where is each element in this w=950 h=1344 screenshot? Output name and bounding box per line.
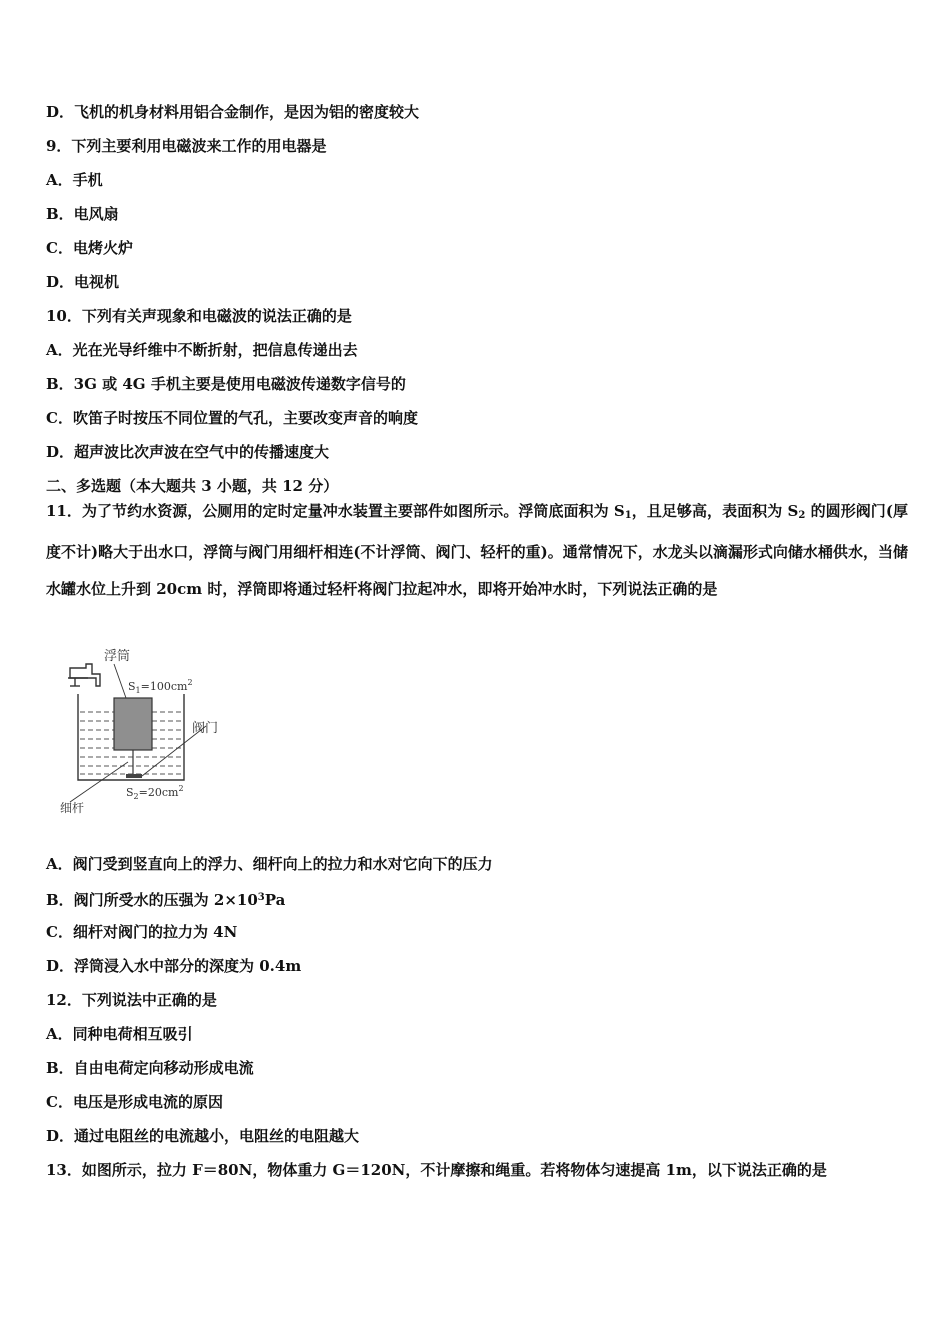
q11-option-b-exponent: 3 [257, 892, 265, 903]
q9-option-b: B．电风扇 [46, 205, 119, 223]
label-s1 [128, 678, 193, 695]
q12-option-b: B．自由电荷定向移动形成电流 [46, 1059, 254, 1077]
label-s2-sub: 2 [133, 792, 139, 801]
q9-stem: 9．下列主要利用电磁波来工作的用电器是 [46, 137, 327, 155]
q11-stem-part3: 的圆形阀门(厚度不计)略大于出水口，浮筒与阀门用细杆相连(不计浮筒、阀门、轻杆的重)。通常情况下，水龙头以滴漏形式向储水桶供水，当储水罐水位上升到 20cm 时，浮筒即将通过轻杆将阀门拉起冲水，即将开始冲水时，下列说法正确的是 [46, 502, 909, 598]
label-s2 [126, 784, 184, 801]
q11-option-b-unit: Pa [264, 891, 286, 909]
q9-option-a: A．手机 [46, 171, 103, 189]
q11-stem-part2: ，且足够高，表面积为 S [631, 502, 799, 520]
q11-option-b [46, 888, 285, 910]
label-s1-value: =100cm [140, 680, 188, 693]
label-s1-sup: 2 [187, 678, 193, 687]
q12-option-c: C．电压是形成电流的原因 [46, 1093, 223, 1111]
flush-tank-diagram [56, 642, 256, 822]
q11-stem-sub1: 1 [624, 510, 632, 521]
q11-stem-part1: 11．为了节约水资源，公厕用的定时定量冲水装置主要部件如图所示。浮筒底面积为 S [46, 502, 625, 520]
valve [126, 774, 142, 778]
label-s2-letter: S [126, 786, 134, 799]
q11-option-c: C．细杆对阀门的拉力为 4N [46, 923, 238, 941]
q10-option-c: C．吹笛子时按压不同位置的气孔，主要改变声音的响度 [46, 409, 418, 427]
q12-option-d: D．通过电阻丝的电流越小，电阻丝的电阻越大 [46, 1127, 360, 1145]
q11-option-b-text: B．阀门所受水的压强为 2×10 [46, 891, 258, 909]
q10-option-b: B．3G 或 4G 手机主要是使用电磁波传递数字信号的 [46, 375, 406, 393]
label-s2-value: =20cm [138, 786, 179, 799]
label-valve: 阀门 [192, 721, 219, 736]
q11-option-a: A．阀门受到竖直向上的浮力、细杆向上的拉力和水对它向下的压力 [46, 855, 493, 873]
q11-stem [46, 493, 908, 608]
label-rod: 细杆 [60, 801, 85, 815]
label-s1-sub: 1 [135, 686, 141, 695]
label-float: 浮筒 [104, 649, 131, 664]
section2-heading: 二、多选题（本大题共 3 小题，共 12 分） [46, 477, 339, 495]
q11-option-d: D．浮筒浸入水中部分的深度为 0.4m [46, 957, 302, 975]
q10-option-d: D．超声波比次声波在空气中的传播速度大 [46, 443, 330, 461]
q8-option-d: D．飞机的机身材料用铝合金制作，是因为铝的密度较大 [46, 103, 420, 121]
q11-stem-sub2: 2 [798, 510, 806, 521]
q9-option-c: C．电烤火炉 [46, 239, 133, 257]
q13-stem: 13．如图所示，拉力 F＝80N，物体重力 G＝120N，不计摩擦和绳重。若将物体匀速提高 1m，以下说法正确的是 [46, 1161, 827, 1179]
q10-stem: 10．下列有关声现象和电磁波的说法正确的是 [46, 307, 352, 325]
q10-option-a: A．光在光导纤维中不断折射，把信息传递出去 [46, 341, 358, 359]
q12-stem: 12．下列说法中正确的是 [46, 991, 217, 1009]
q9-option-d: D．电视机 [46, 273, 120, 291]
q12-option-a: A．同种电荷相互吸引 [46, 1025, 193, 1043]
label-s1-letter: S [128, 680, 136, 693]
float-cylinder [114, 698, 152, 750]
label-s2-sup: 2 [178, 784, 184, 793]
